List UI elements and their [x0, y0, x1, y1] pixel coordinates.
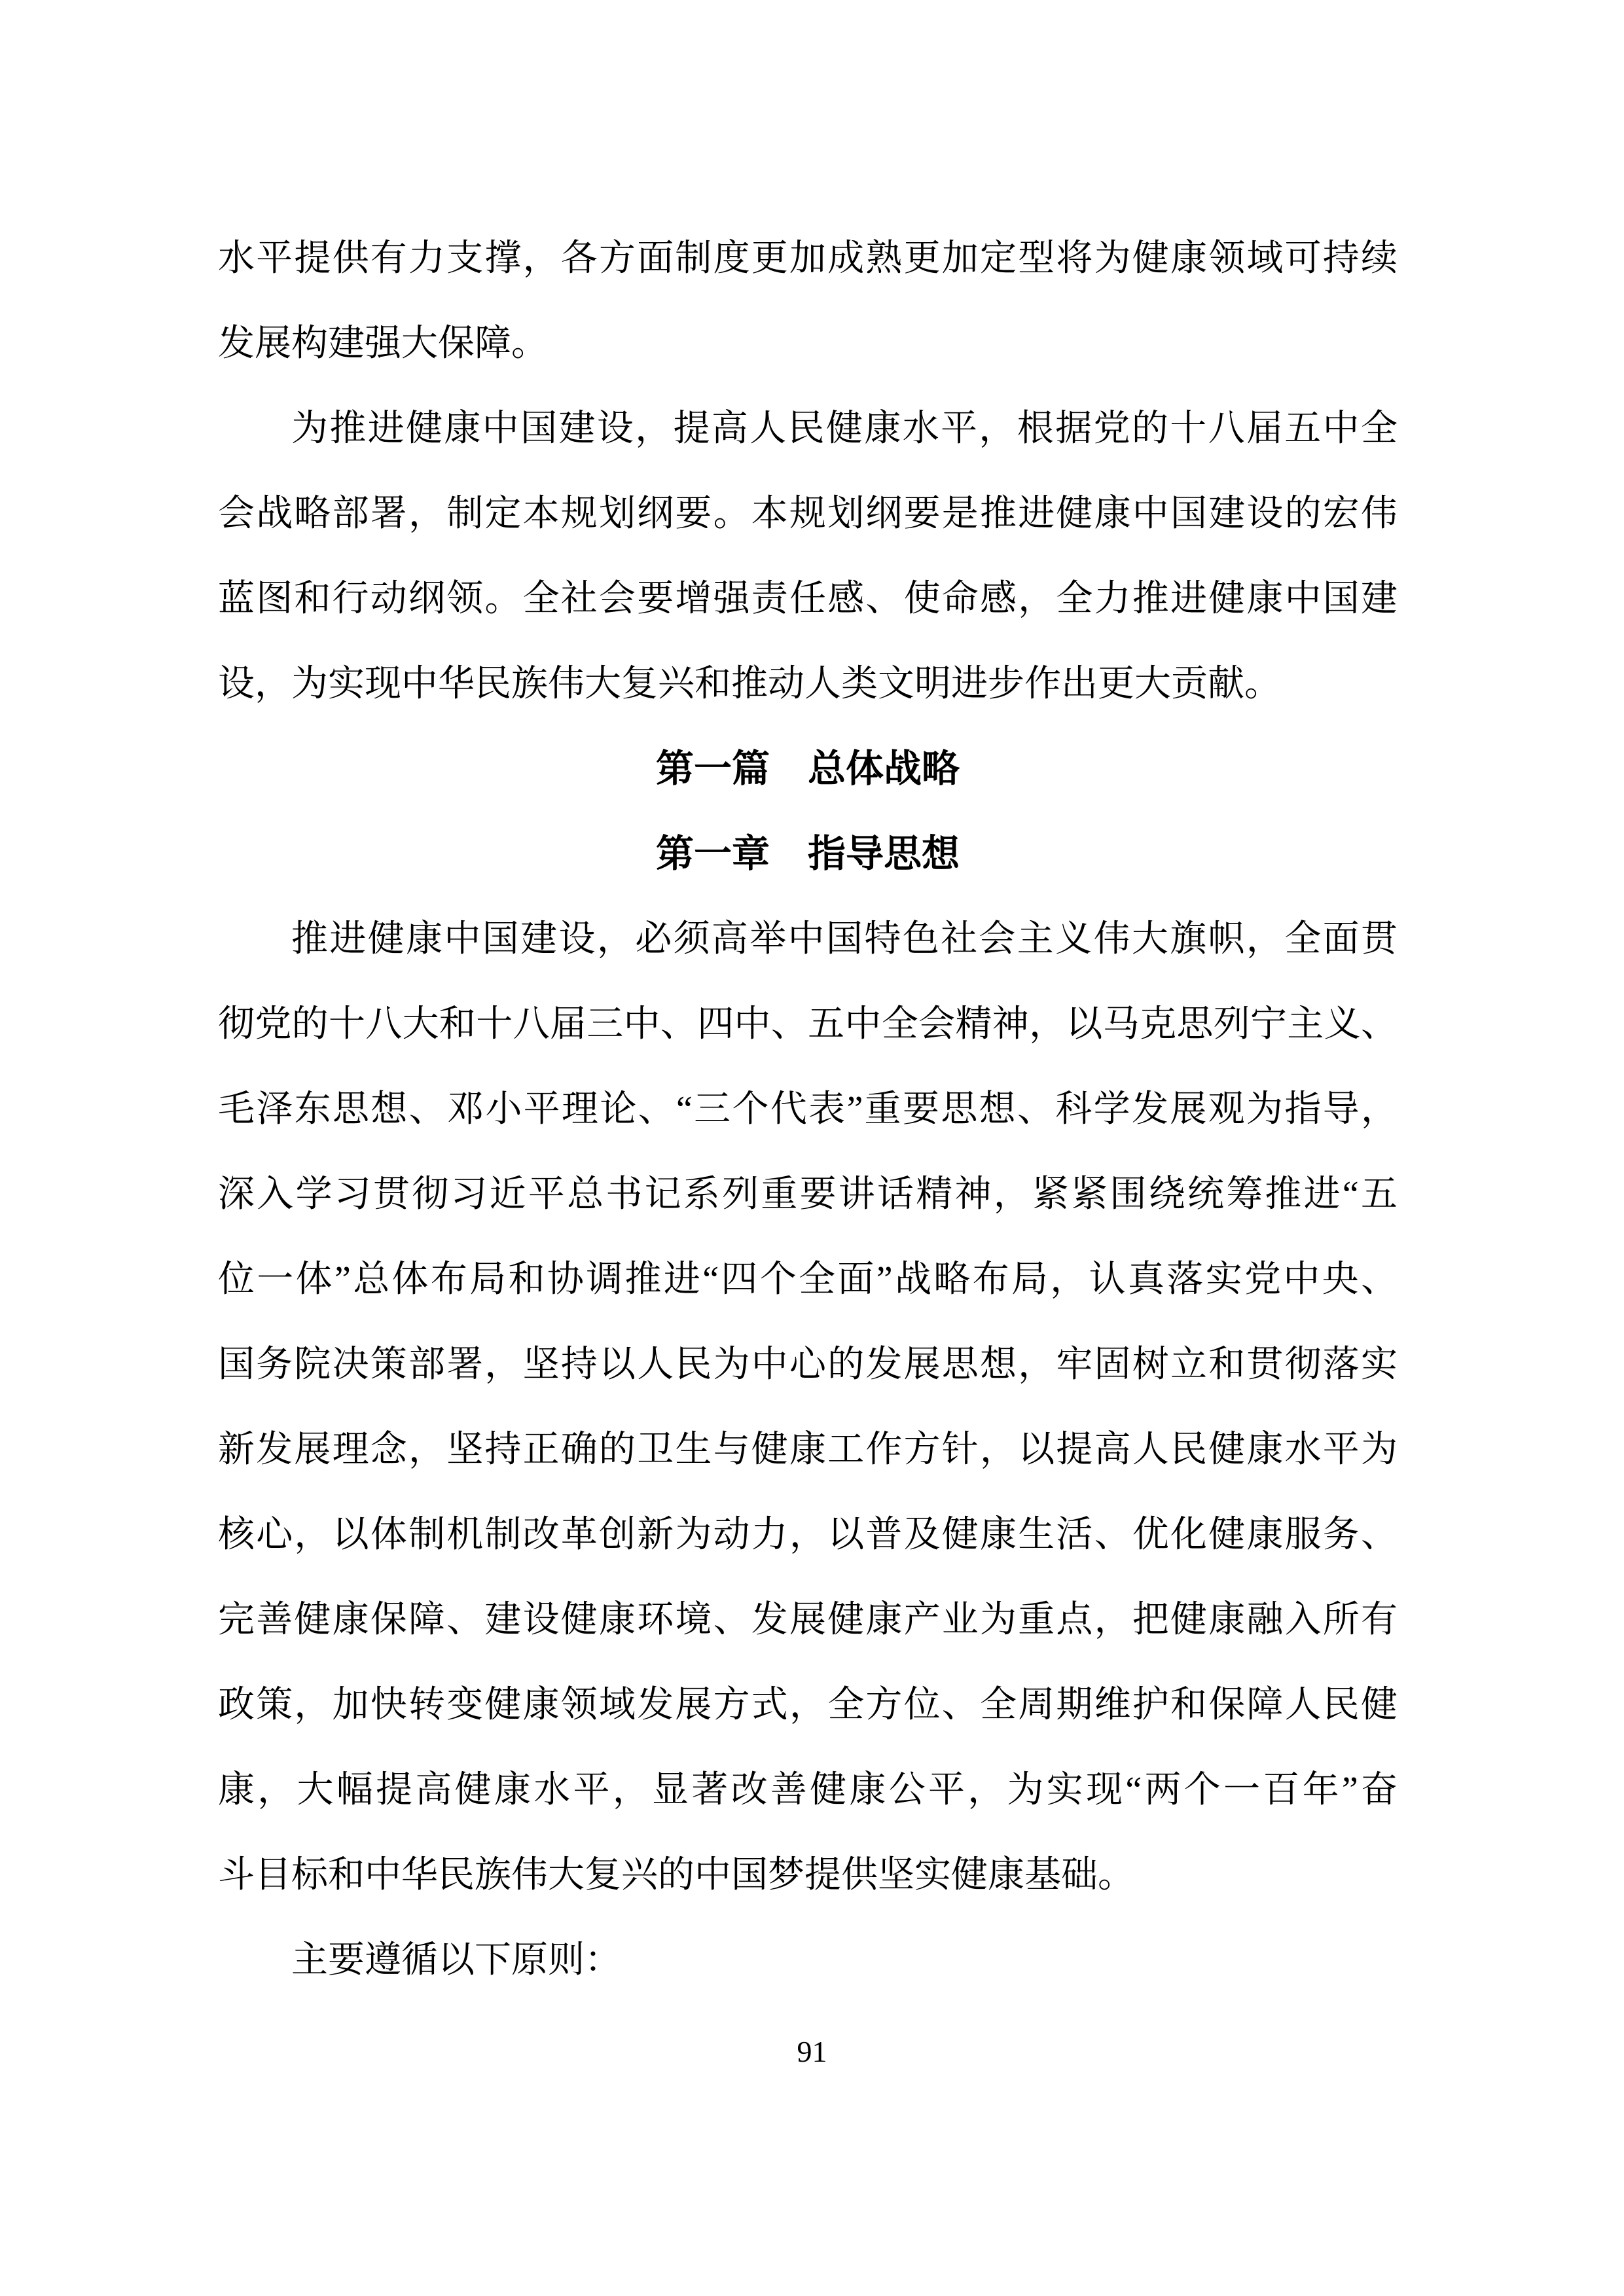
body-text-line: 发展构建强大保障。 — [218, 323, 548, 364]
body-text-line: 毛泽东思想、邓小平理论、“三个代表”重要思想、科学发展观为指导， — [218, 1089, 1398, 1130]
body-text-line: 主要遵循以下原则： — [291, 1940, 621, 1981]
part-heading: 第一篇 总体战略 — [655, 747, 960, 790]
body-text-line: 国务院决策部署，坚持以人民为中心的发展思想，牢固树立和贯彻落实 — [218, 1344, 1398, 1385]
text-block — [218, 216, 1398, 2003]
chapter-heading: 第一章 指导思想 — [655, 833, 960, 875]
body-text-line: 设，为实现中华民族伟大复兴和推动人类文明进步作出更大贡献。 — [218, 664, 1281, 704]
body-text-line: 推进健康中国建设，必须高举中国特色社会主义伟大旗帜，全面贯 — [291, 919, 1398, 960]
body-text-line: 深入学习贯彻习近平总书记系列重要讲话精神，紧紧围绕统筹推进“五 — [218, 1174, 1398, 1215]
body-text-line: 核心，以体制机制改革创新为动力，以普及健康生活、优化健康服务、 — [218, 1515, 1398, 1555]
page-number: 91 — [797, 2035, 827, 2068]
body-text-line: 康，大幅提高健康水平，显著改善健康公平，为实现“两个一百年”奋 — [218, 1770, 1398, 1810]
body-text-line: 会战略部署，制定本规划纲要。本规划纲要是推进健康中国建设的宏伟 — [218, 493, 1398, 534]
body-text-line: 为推进健康中国建设，提高人民健康水平，根据党的十八届五中全 — [291, 408, 1398, 449]
body-text-line: 蓝图和行动纲领。全社会要增强责任感、使命感，全力推进健康中国建 — [218, 579, 1398, 619]
body-text-line: 斗目标和中华民族伟大复兴的中国梦提供坚实健康基础。 — [218, 1855, 1134, 1895]
body-text-line: 彻党的十八大和十八届三中、四中、五中全会精神，以马克思列宁主义、 — [218, 1004, 1398, 1045]
body-text-line: 位一体”总体布局和协调推进“四个全面”战略布局，认真落实党中央、 — [218, 1259, 1398, 1300]
body-text-line: 水平提供有力支撑，各方面制度更加成熟更加定型将为健康领域可持续 — [218, 238, 1398, 279]
body-text-line: 政策，加快转变健康领域发展方式，全方位、全周期维护和保障人民健 — [218, 1685, 1398, 1725]
body-text-line: 完善健康保障、建设健康环境、发展健康产业为重点，把健康融入所有 — [218, 1600, 1398, 1640]
body-text-line: 新发展理念，坚持正确的卫生与健康工作方针，以提高人民健康水平为 — [218, 1429, 1398, 1470]
